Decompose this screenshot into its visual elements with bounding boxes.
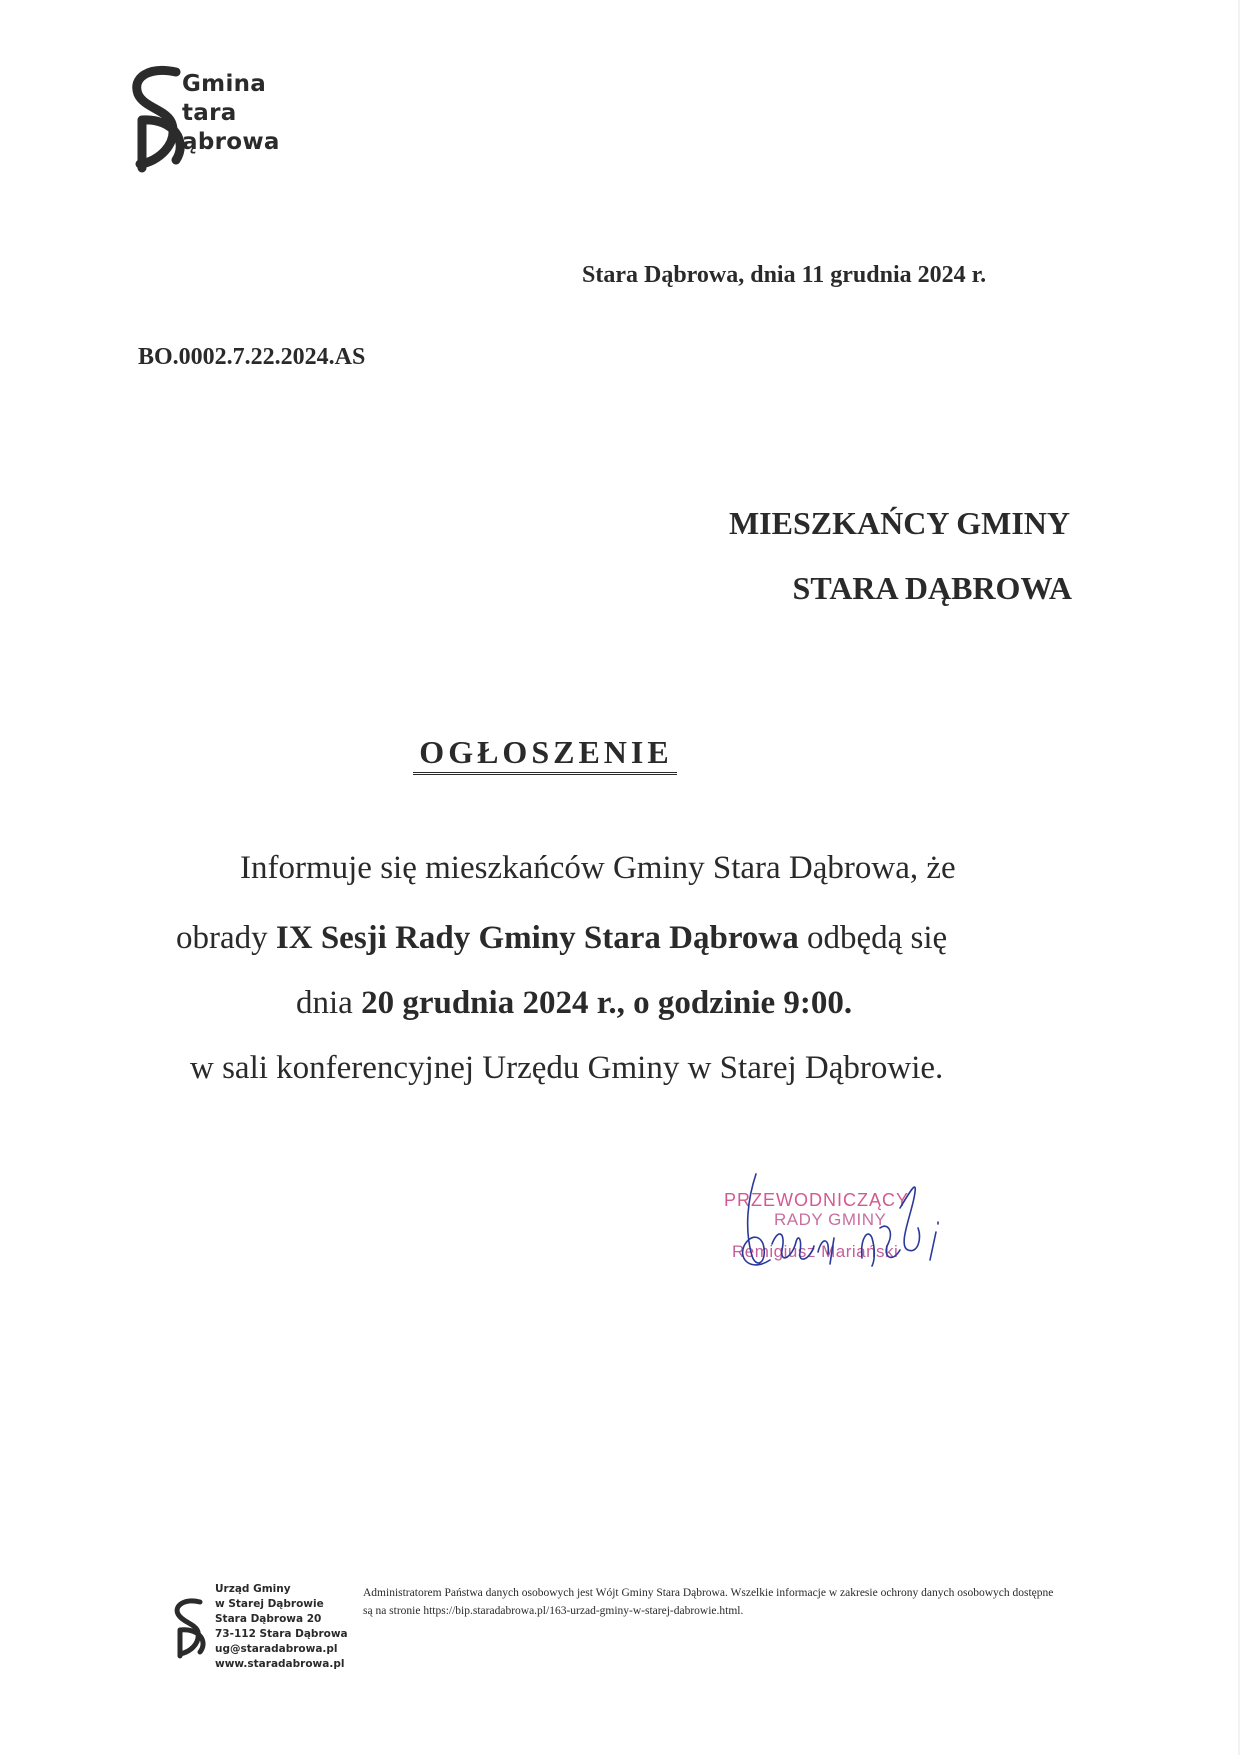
stamp-line-3: Remigiusz Mariański	[732, 1242, 899, 1261]
body-line-3-prefix: dnia	[296, 985, 353, 1021]
reference-number: BO.0002.7.22.2024.AS	[138, 344, 366, 370]
handwritten-signature	[722, 1168, 962, 1288]
logo-s-mark-icon	[128, 64, 188, 174]
logo-line-gmina: Gmina	[182, 71, 267, 97]
body-line-3	[296, 985, 852, 1022]
body-line-2-suffix: odbędą się	[806, 920, 948, 956]
footer-address-line: w Starej Dąbrowie	[215, 1598, 324, 1610]
footer-logo-mark-icon	[172, 1596, 208, 1660]
session-date-time: 20 grudnia 2024 r., o godzinie 9:00.	[361, 985, 853, 1021]
body-line-1: Informuje się mieszkańców Gminy Stara Dąbrowa, że	[240, 850, 956, 886]
footer-address-line: Urząd Gminy	[215, 1583, 291, 1595]
logo-line-dabrowa: ąbrowa	[182, 129, 280, 155]
footer-address-line: 73-112 Stara Dąbrowa	[215, 1628, 348, 1640]
footer-website: www.staradabrowa.pl	[215, 1658, 345, 1670]
addressee-line-2: STARA DĄBROWA	[792, 570, 1072, 606]
body-line-2-prefix: obrady	[176, 920, 268, 956]
municipality-logo	[128, 64, 328, 174]
gdpr-note: Administratorem Państwa danych osobowych jest Wójt Gminy Stara Dąbrowa. Wszelkie informacje w zakresie ochrony danych osobowych dostępne są na stronie https://bip.staradabrowa.pl/163-urzad-gminy-w-starej-dabrowie.html.	[363, 1587, 1054, 1617]
addressee-line-1: MIESZKAŃCY GMINY	[728, 505, 1070, 541]
body-line-4: w sali konferencyjnej Urzędu Gminy w Starej Dąbrowie.	[190, 1050, 944, 1086]
document-date: Stara Dąbrowa, dnia 11 grudnia 2024 r.	[582, 262, 987, 288]
footer-address	[215, 1582, 348, 1672]
logo-wordmark	[182, 70, 280, 157]
stamp-line-2: RADY GMINY	[774, 1210, 887, 1229]
announcement-title	[0, 734, 1090, 771]
stamp-line-1: PRZEWODNICZĄCY	[724, 1190, 909, 1210]
footer-address-line: Stara Dąbrowa 20	[215, 1613, 322, 1625]
announcement-title-text: OGŁOSZENIE	[413, 734, 676, 775]
body-line-2	[176, 920, 947, 957]
session-name: IX Sesji Rady Gminy Stara Dąbrowa	[275, 920, 799, 956]
footer-email: ug@staradabrowa.pl	[215, 1643, 338, 1655]
logo-line-stara: tara	[182, 100, 237, 126]
